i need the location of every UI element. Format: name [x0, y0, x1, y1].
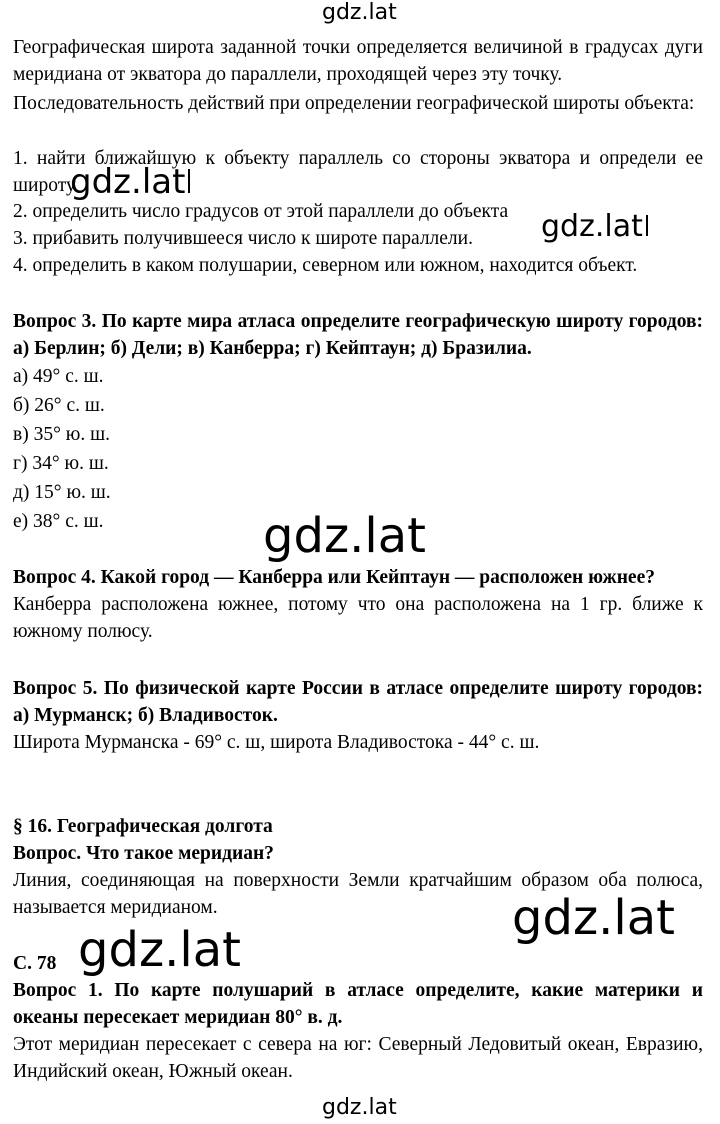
question-5-answer: Широта Мурманска - 69° с. ш, широта Владивостока - 44° с. ш. — [13, 732, 540, 753]
step-4: 4. определить в каком полушарии, северном или южном, находится объект. — [13, 255, 638, 276]
meridian-answer: Линия, соединяющая на поверхности Земли кратчайшим образом оба полюса, называется меридианом. — [13, 870, 703, 918]
question-4: Вопрос 4. Какой город — Канберра или Кейптаун — расположен южнее? — [13, 567, 655, 588]
answer-f: е) 38° с. ш. — [13, 511, 104, 532]
answer-d: г) 34° ю. ш. — [13, 453, 109, 474]
watermark-d: gdz.lat — [512, 890, 675, 946]
page-reference: С. 78 — [13, 953, 57, 974]
section-16-title: § 16. Географическая долгота — [13, 816, 273, 837]
watermark-c: gdz.lat — [263, 508, 426, 564]
answer-e: д) 15° ю. ш. — [13, 482, 111, 503]
step-2: 2. определить число градусов от этой параллели до объекта — [13, 201, 509, 222]
step-1: 1. найти ближайшую к объекту параллель со стороны экватора и определи ее широту — [13, 148, 703, 196]
question-1-answer: Этот меридиан пересекает с севера на юг: Северный Ледовитый океан, Евразию, Индийский океан, Южный океан. — [13, 1034, 703, 1082]
latitude-definition: Географическая широта заданной точки определяется величиной в градусах дуги меридиана от экватора до параллели, проходящей через эту точку. — [13, 37, 703, 85]
step-3: 3. прибавить получившееся число к широте параллели. — [13, 228, 473, 249]
steps-title: Последовательность действий при определении географической широты объекта: — [13, 93, 695, 114]
watermark-top: gdz.lat — [322, 0, 397, 25]
question-3: Вопрос 3. По карте мира атласа определите географическую широту городов: а) Берлин; б) Дели; в) Канберра; г) Кейптаун; д) Бразилиа. — [13, 311, 703, 359]
meridian-question: Вопрос. Что такое меридиан? — [13, 843, 274, 864]
question-3-answers — [13, 362, 111, 536]
watermark-b: gdz.lat — [541, 212, 648, 242]
answer-a: а) 49° с. ш. — [13, 366, 104, 387]
watermark-e: gdz.lat — [78, 922, 241, 978]
watermark-a: gdz.lat — [70, 165, 190, 199]
question-5: Вопрос 5. По физической карте России в атласе определите широту городов: а) Мурманск; б) Владивосток. — [13, 678, 703, 726]
question-4-answer: Канберра расположена южнее, потому что она расположена на 1 гр. ближе к южному полюсу. — [13, 594, 703, 642]
watermark-bottom: gdz.lat — [322, 1095, 397, 1120]
answer-b: б) 26° с. ш. — [13, 395, 105, 416]
question-1: Вопрос 1. По карте полушарий в атласе определите, какие материки и океаны пересекает меридиан 80° в. д. — [13, 980, 703, 1028]
answer-c: в) 35° ю. ш. — [13, 424, 110, 445]
